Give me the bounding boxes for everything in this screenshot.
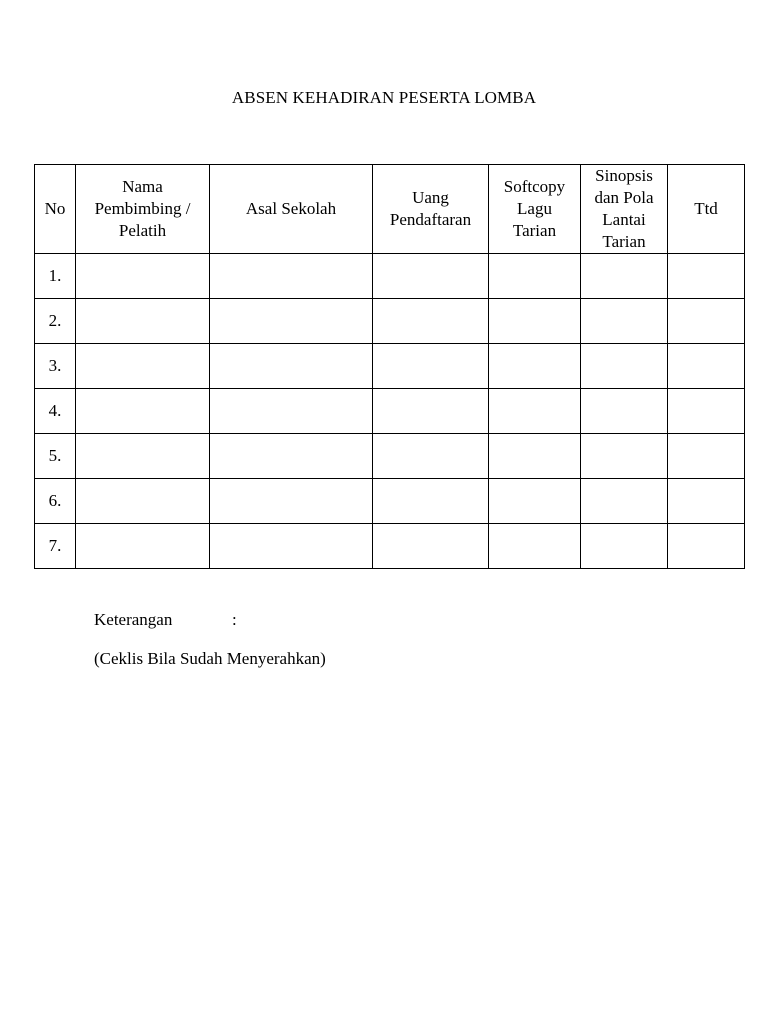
- empty-cell[interactable]: [76, 524, 210, 569]
- row-number: 4.: [35, 389, 76, 434]
- row-number: 2.: [35, 299, 76, 344]
- header-uang-pendaftaran: Uang Pendaftaran: [373, 165, 489, 254]
- keterangan-line: [94, 610, 237, 630]
- empty-cell[interactable]: [76, 389, 210, 434]
- empty-cell[interactable]: [210, 524, 373, 569]
- empty-cell[interactable]: [668, 434, 745, 479]
- empty-cell[interactable]: [581, 299, 668, 344]
- empty-cell[interactable]: [76, 434, 210, 479]
- empty-cell[interactable]: [210, 479, 373, 524]
- empty-cell[interactable]: [210, 344, 373, 389]
- attendance-table: [34, 164, 745, 569]
- empty-cell[interactable]: [373, 344, 489, 389]
- empty-cell[interactable]: [489, 434, 581, 479]
- header-nama-pembimbing: Nama Pembimbing / Pelatih: [76, 165, 210, 254]
- empty-cell[interactable]: [76, 479, 210, 524]
- empty-cell[interactable]: [668, 479, 745, 524]
- table-row: [35, 299, 745, 344]
- empty-cell[interactable]: [581, 389, 668, 434]
- table-row: [35, 254, 745, 299]
- empty-cell[interactable]: [373, 389, 489, 434]
- header-ttd: Ttd: [668, 165, 745, 254]
- empty-cell[interactable]: [489, 389, 581, 434]
- table-header-row: [35, 165, 745, 254]
- empty-cell[interactable]: [668, 389, 745, 434]
- empty-cell[interactable]: [373, 479, 489, 524]
- empty-cell[interactable]: [581, 479, 668, 524]
- table-body: [35, 254, 745, 569]
- empty-cell[interactable]: [668, 524, 745, 569]
- header-sinopsis: Sinopsis dan Pola Lantai Tarian: [581, 165, 668, 254]
- empty-cell[interactable]: [210, 389, 373, 434]
- row-number: 3.: [35, 344, 76, 389]
- instruction-text: (Ceklis Bila Sudah Menyerahkan): [94, 649, 326, 668]
- empty-cell[interactable]: [76, 254, 210, 299]
- table-row: [35, 524, 745, 569]
- empty-cell[interactable]: [581, 434, 668, 479]
- row-number: 1.: [35, 254, 76, 299]
- keterangan-label: Keterangan: [94, 610, 173, 629]
- table-row: [35, 344, 745, 389]
- empty-cell[interactable]: [489, 299, 581, 344]
- empty-cell[interactable]: [76, 344, 210, 389]
- empty-cell[interactable]: [210, 254, 373, 299]
- keterangan-colon: :: [232, 610, 237, 629]
- empty-cell[interactable]: [581, 344, 668, 389]
- empty-cell[interactable]: [489, 344, 581, 389]
- empty-cell[interactable]: [373, 524, 489, 569]
- empty-cell[interactable]: [489, 479, 581, 524]
- table-row: [35, 434, 745, 479]
- empty-cell[interactable]: [489, 254, 581, 299]
- empty-cell[interactable]: [210, 434, 373, 479]
- empty-cell[interactable]: [373, 434, 489, 479]
- row-number: 5.: [35, 434, 76, 479]
- empty-cell[interactable]: [373, 254, 489, 299]
- empty-cell[interactable]: [668, 254, 745, 299]
- header-softcopy-lagu: Softcopy Lagu Tarian: [489, 165, 581, 254]
- table-row: [35, 479, 745, 524]
- empty-cell[interactable]: [210, 299, 373, 344]
- empty-cell[interactable]: [581, 254, 668, 299]
- row-number: 7.: [35, 524, 76, 569]
- empty-cell[interactable]: [489, 524, 581, 569]
- page-title: ABSEN KEHADIRAN PESERTA LOMBA: [231, 88, 537, 107]
- table-row: [35, 389, 745, 434]
- empty-cell[interactable]: [373, 299, 489, 344]
- header-no: No: [35, 165, 76, 254]
- empty-cell[interactable]: [581, 524, 668, 569]
- empty-cell[interactable]: [668, 299, 745, 344]
- empty-cell[interactable]: [76, 299, 210, 344]
- row-number: 6.: [35, 479, 76, 524]
- empty-cell[interactable]: [668, 344, 745, 389]
- header-asal-sekolah: Asal Sekolah: [210, 165, 373, 254]
